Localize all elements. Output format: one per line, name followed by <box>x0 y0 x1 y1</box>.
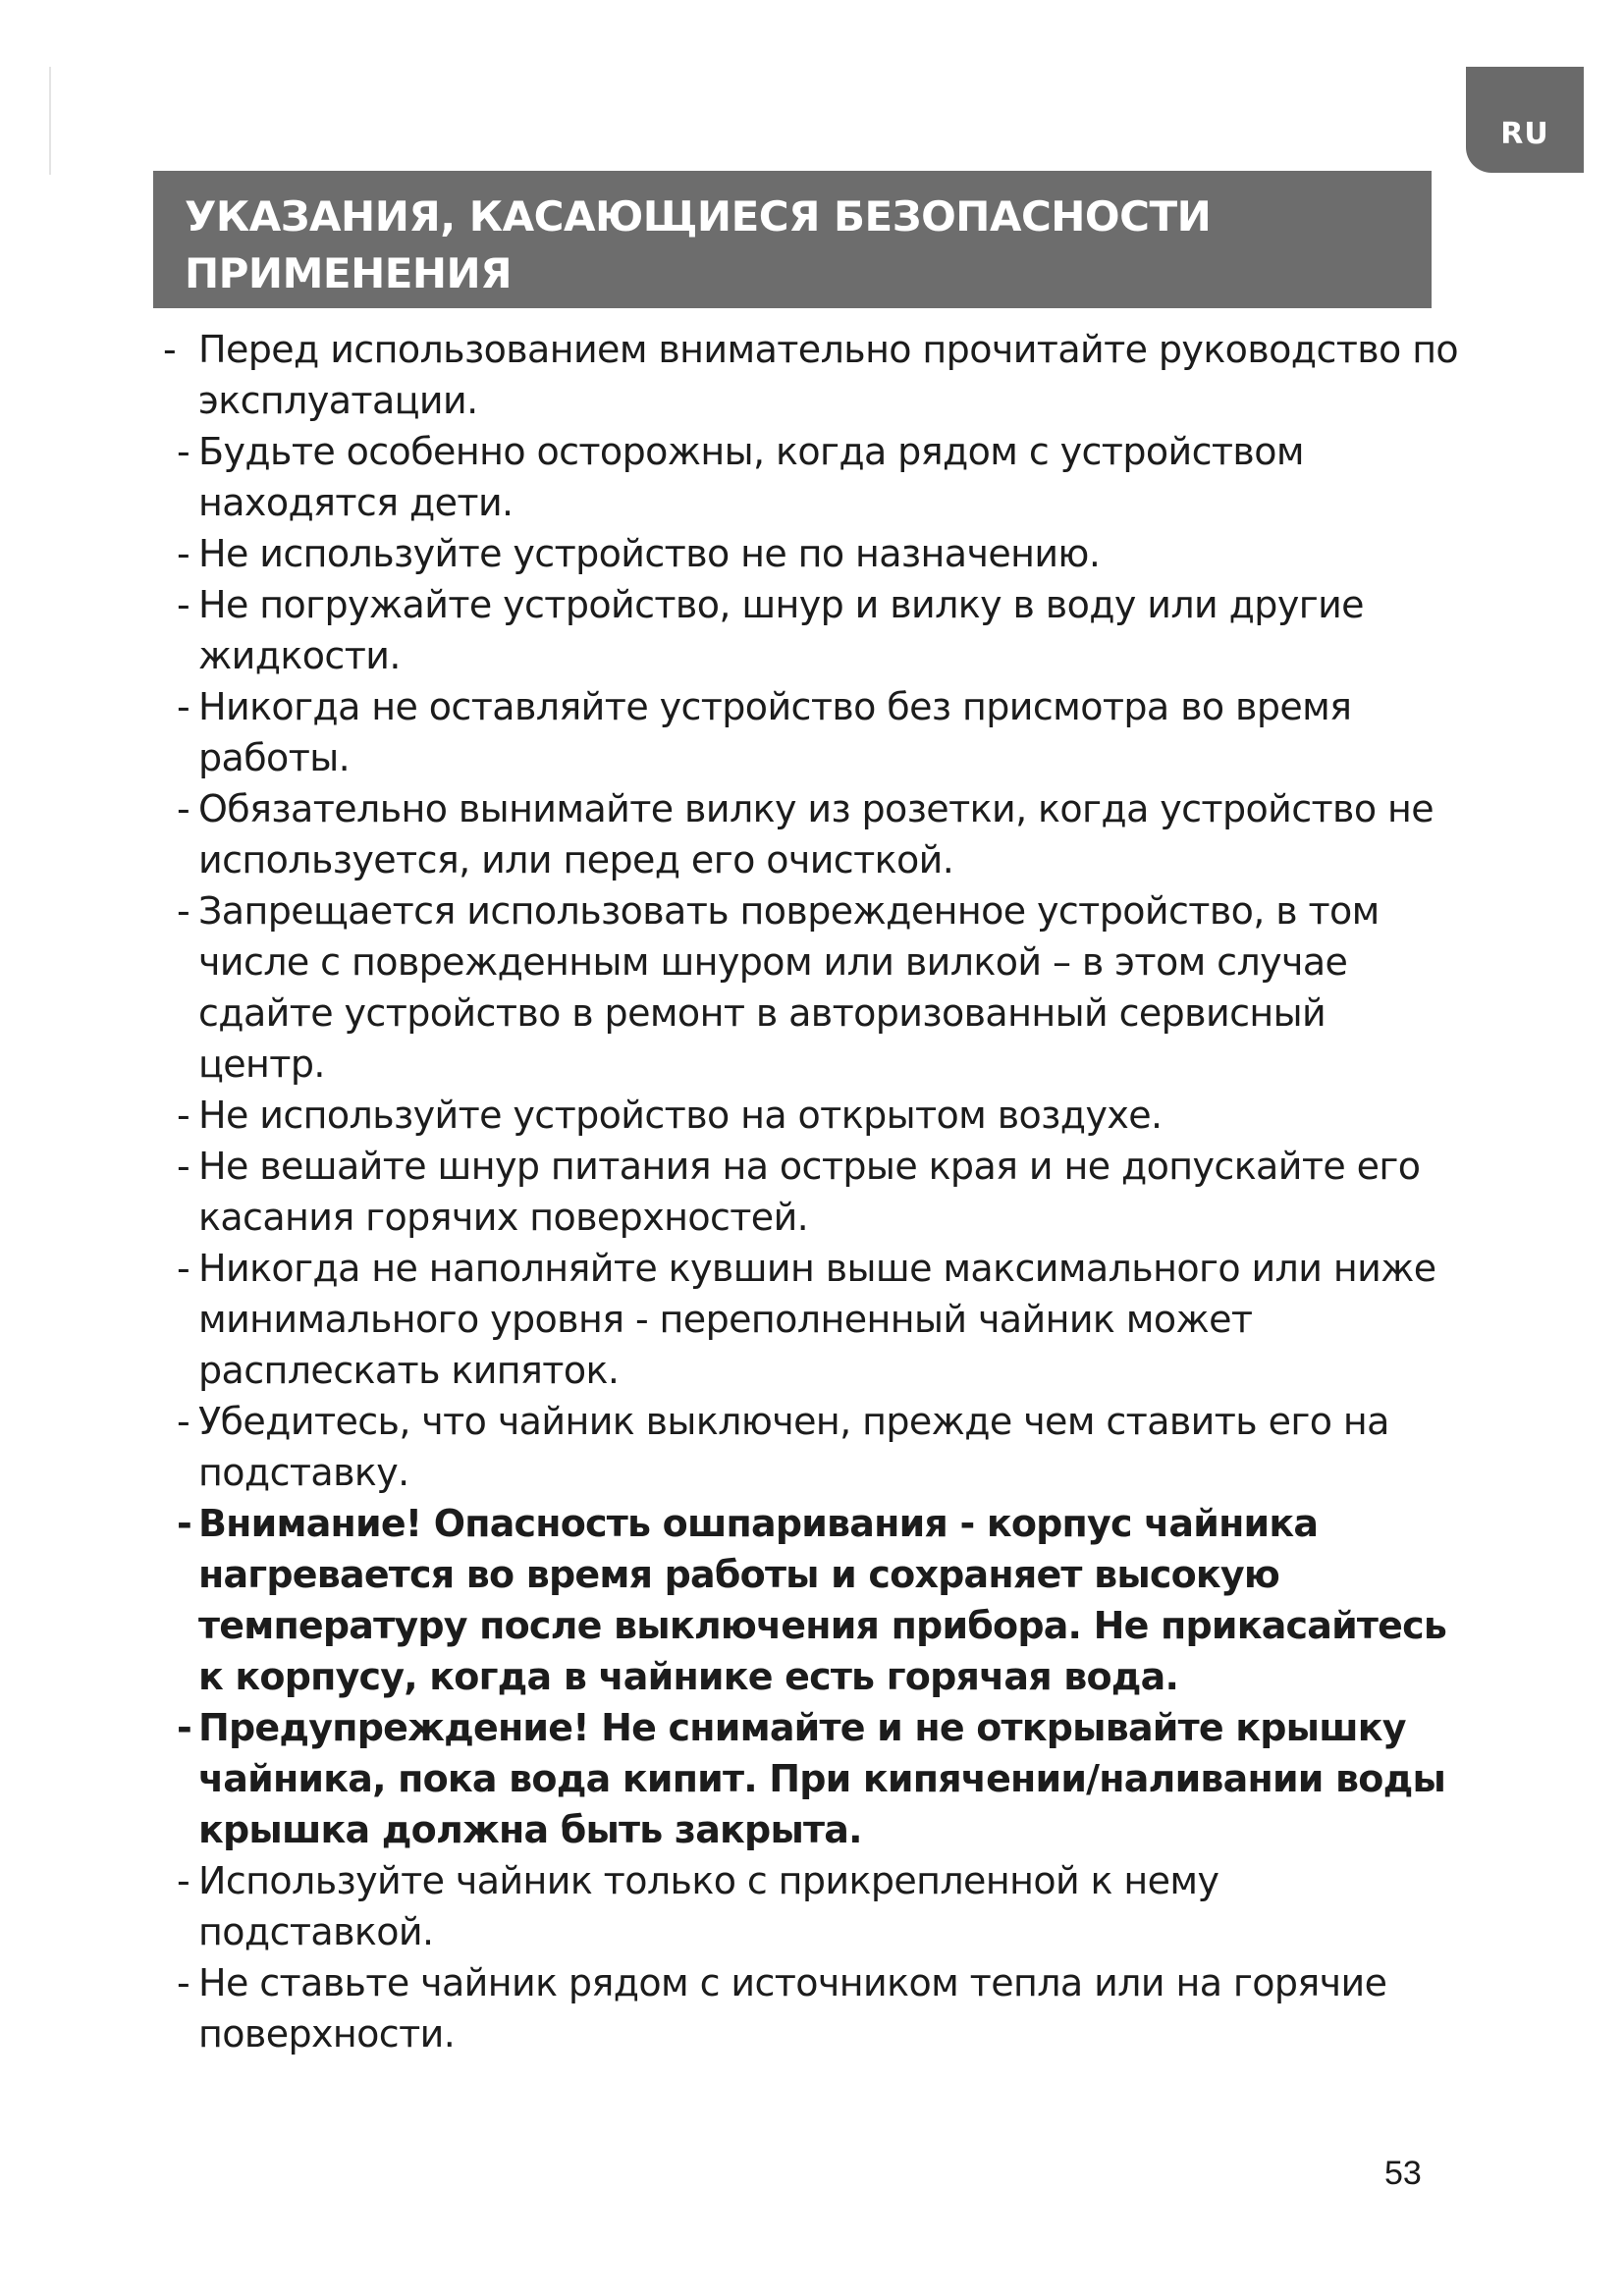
safety-rule-text: Не используйте устройство на открытом воздухе. <box>198 1094 1163 1137</box>
language-tab-label: RU <box>1500 117 1549 151</box>
safety-rule <box>163 681 1459 783</box>
safety-rules-list <box>163 324 1459 2059</box>
safety-rule-text: Не используйте устройство не по назначению. <box>198 532 1101 575</box>
safety-rule <box>163 1090 1459 1141</box>
section-title <box>185 188 1432 302</box>
safety-rule <box>163 1243 1459 1396</box>
safety-rule <box>163 1855 1459 1957</box>
section-title-line-2: ПРИМЕНЕНИЯ <box>185 249 513 297</box>
bullet-dash: - <box>177 430 190 473</box>
safety-warning <box>163 1498 1459 1702</box>
safety-rule-text: Будьте особенно осторожны, когда рядом с устройством находятся дети. <box>198 430 1304 524</box>
safety-rule <box>163 324 1459 426</box>
safety-warning-text: Внимание! Опасность ошпаривания - корпус чайника нагревается во время работы и сохраняет высокую температуру после выключения прибора. Не прикасайтесь к корпусу, когда в чайнике есть горячая вода. <box>198 1502 1447 1698</box>
safety-rule-text: Никогда не наполняйте кувшин выше максимального или ниже минимального уровня - переполненный чайник может расплескать кипяток. <box>198 1247 1436 1392</box>
bullet-dash: - <box>177 532 190 575</box>
bullet-dash: - <box>177 1094 190 1137</box>
safety-rule-text: Используйте чайник только с прикрепленной к нему подставкой. <box>198 1859 1219 1953</box>
margin-rule <box>49 67 51 175</box>
bullet-dash: - <box>177 889 190 933</box>
bullet-dash: - <box>177 1706 191 1749</box>
safety-rule-text: Не ставьте чайник рядом с источником тепла или на горячие поверхности. <box>198 1961 1387 2056</box>
section-title-bar <box>153 171 1432 308</box>
bullet-dash: - <box>177 1502 191 1545</box>
bullet-dash: - <box>177 1145 190 1188</box>
safety-rule <box>163 426 1459 528</box>
safety-warning-text: Предупреждение! Не снимайте и не открывайте крышку чайника, пока вода кипит. При кипячении/наливании воды крышка должна быть закрыта. <box>198 1706 1446 1851</box>
language-tab <box>1466 67 1584 173</box>
safety-rule-text: Перед использованием внимательно прочитайте руководство по эксплуатации. <box>198 328 1459 422</box>
safety-rule <box>163 885 1459 1090</box>
safety-rule <box>163 579 1459 681</box>
bullet-dash: - <box>177 1247 190 1290</box>
safety-rule <box>163 783 1459 885</box>
safety-rule <box>163 528 1459 579</box>
bullet-dash: - <box>177 1859 190 1902</box>
safety-rule <box>163 1396 1459 1498</box>
bullet-dash: - <box>177 1400 190 1443</box>
safety-rule <box>163 1957 1459 2059</box>
bullet-dash: - <box>177 583 190 626</box>
bullet-dash: - <box>177 685 190 728</box>
safety-rule-text: Не погружайте устройство, шнур и вилку в воду или другие жидкости. <box>198 583 1364 677</box>
bullet-dash: - <box>177 1961 190 2004</box>
bullet-dash: - <box>177 787 190 830</box>
safety-rule-text: Обязательно вынимайте вилку из розетки, когда устройство не используется, или перед его очисткой. <box>198 787 1434 881</box>
section-title-line-1: УКАЗАНИЯ, КАСАЮЩИЕСЯ БЕЗОПАСНОСТИ <box>185 192 1212 240</box>
safety-rule-text: Никогда не оставляйте устройство без присмотра во время работы. <box>198 685 1352 779</box>
safety-rule-text: Не вешайте шнур питания на острые края и не допускайте его касания горячих поверхностей. <box>198 1145 1421 1239</box>
bullet-dash: - <box>163 328 177 371</box>
safety-rule <box>163 1141 1459 1243</box>
page-number: 53 <box>1384 2155 1422 2192</box>
safety-warning <box>163 1702 1459 1855</box>
safety-rule-text: Запрещается использовать поврежденное устройство, в том числе с поврежденным шнуром или вилкой – в этом случае сдайте устройство в ремонт в авторизованный сервисный центр. <box>198 889 1380 1086</box>
safety-rule-text: Убедитесь, что чайник выключен, прежде чем ставить его на подставку. <box>198 1400 1389 1494</box>
